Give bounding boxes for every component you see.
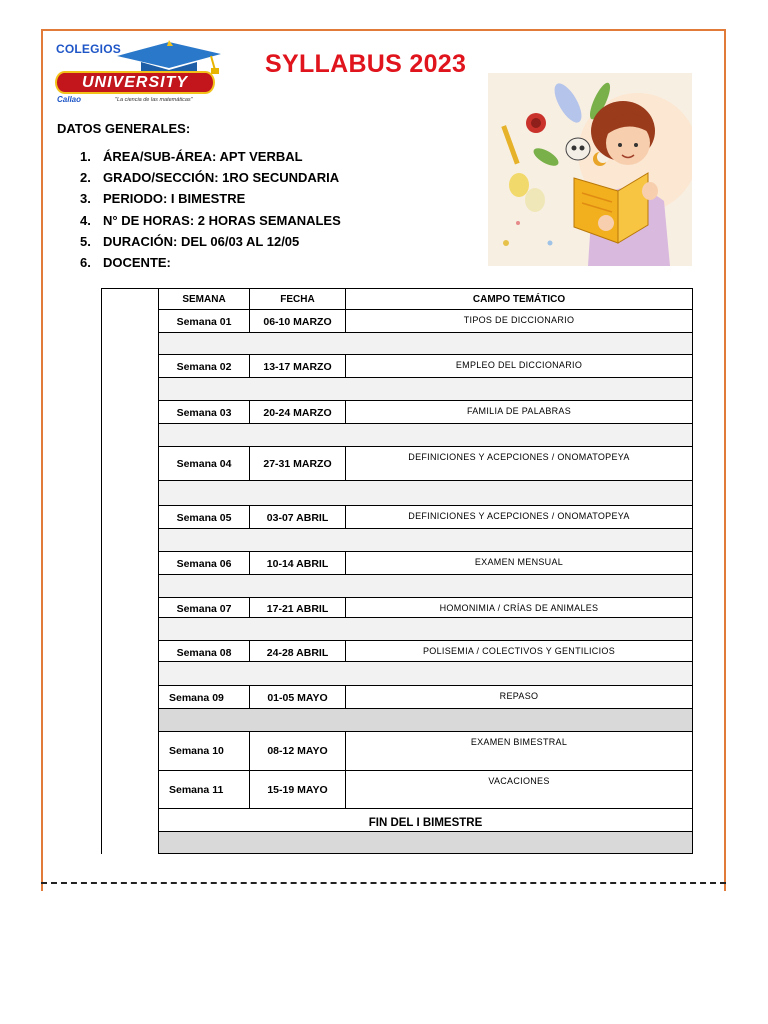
week-cell: Semana 03 — [158, 400, 250, 424]
table-row — [158, 551, 693, 575]
date-cell: 03-07 ABRIL — [249, 505, 346, 529]
date-cell: 01-05 MAYO — [249, 685, 346, 709]
header-semana: SEMANA — [158, 288, 250, 310]
reading-girl-illustration — [488, 73, 692, 266]
table-row — [158, 685, 693, 709]
info-item-periodo: 3. PERIODO: I BIMESTRE — [80, 191, 246, 207]
week-cell: Semana 05 — [158, 505, 250, 529]
week-cell: Semana 11 — [158, 770, 250, 809]
page-title: SYLLABUS 2023 — [265, 50, 467, 78]
week-cell: Semana 07 — [158, 597, 250, 618]
date-cell: 06-10 MARZO — [249, 309, 346, 333]
info-item-docente: 6. DOCENTE: — [80, 254, 171, 270]
topic-cell: EXAMEN BIMESTRAL — [345, 731, 693, 771]
logo-colegios-text: COLEGIOS — [56, 42, 121, 56]
topic-cell: FAMILIA DE PALABRAS — [345, 400, 693, 424]
spacer-row — [158, 708, 693, 732]
date-cell: 13-17 MARZO — [249, 354, 346, 378]
topic-cell: POLISEMIA / COLECTIVOS Y GENTILICIOS — [345, 640, 693, 662]
topic-cell: DEFINICIONES Y ACEPCIONES / ONOMATOPEYA — [345, 505, 693, 529]
date-cell: 10-14 ABRIL — [249, 551, 346, 575]
table-row — [158, 446, 693, 481]
info-item-grado: 2. GRADO/SECCIÓN: 1RO SECUNDARIA — [80, 170, 340, 186]
spacer-row — [158, 480, 693, 506]
datos-generales-label: DATOS GENERALES: — [57, 121, 191, 136]
spacer-row — [158, 617, 693, 641]
info-item-duracion: 5. DURACIÓN: DEL 06/03 AL 12/05 — [80, 233, 300, 249]
spacer-row — [158, 528, 693, 552]
week-cell: Semana 10 — [158, 731, 250, 771]
spacer-row — [158, 423, 693, 447]
spacer-row — [158, 377, 693, 401]
topic-cell: TIPOS DE DICCIONARIO — [345, 309, 693, 333]
week-cell: Semana 01 — [158, 309, 250, 333]
cut-line — [41, 882, 726, 884]
week-cell: Semana 02 — [158, 354, 250, 378]
spacer-row — [158, 332, 693, 355]
week-cell: Semana 08 — [158, 640, 250, 662]
spacer-row — [158, 831, 693, 854]
info-item-area: 1. ÁREA/SUB-ÁREA: APT VERBAL — [80, 149, 303, 164]
spacer-row — [158, 661, 693, 686]
logo-slogan: "La ciencia de las matemáticas" — [115, 97, 193, 103]
date-cell: 27-31 MARZO — [249, 446, 346, 481]
week-cell: Semana 06 — [158, 551, 250, 575]
date-cell: 15-19 MAYO — [249, 770, 346, 809]
table-left-margin-column — [101, 288, 159, 854]
table-row — [158, 354, 693, 378]
table-row — [158, 505, 693, 529]
topic-cell: EMPLEO DEL DICCIONARIO — [345, 354, 693, 378]
topic-cell: DEFINICIONES Y ACEPCIONES / ONOMATOPEYA — [345, 446, 693, 481]
table-row — [158, 640, 693, 662]
logo-location-text: Callao — [57, 95, 82, 104]
table-row — [158, 597, 693, 618]
date-cell: 17-21 ABRIL — [249, 597, 346, 618]
info-item-horas: 4. N° DE HORAS: 2 HORAS SEMANALES — [80, 212, 341, 228]
date-cell: 24-28 ABRIL — [249, 640, 346, 662]
header-fecha: FECHA — [249, 288, 346, 310]
week-cell: Semana 04 — [158, 446, 250, 481]
topic-cell: VACACIONES — [345, 770, 693, 809]
header-campo-tematico: CAMPO TEMÁTICO — [345, 288, 693, 310]
info-list — [80, 146, 341, 273]
date-cell: 08-12 MAYO — [249, 731, 346, 771]
date-cell: 20-24 MARZO — [249, 400, 346, 424]
logo-university-banner — [55, 71, 215, 94]
school-logo — [53, 38, 225, 108]
topic-cell: HOMONIMIA / CRÍAS DE ANIMALES — [345, 597, 693, 618]
fin-bimestre-row: FIN DEL I BIMESTRE — [158, 808, 693, 832]
week-cell: Semana 09 — [158, 685, 250, 709]
table-row — [158, 731, 693, 771]
logo-university-text: UNIVERSITY — [81, 73, 188, 91]
table-header-row — [158, 288, 693, 310]
table-row — [158, 400, 693, 424]
table-row — [158, 309, 693, 333]
topic-cell: REPASO — [345, 685, 693, 709]
topic-cell: EXAMEN MENSUAL — [345, 551, 693, 575]
table-row — [158, 770, 693, 809]
spacer-row — [158, 574, 693, 598]
